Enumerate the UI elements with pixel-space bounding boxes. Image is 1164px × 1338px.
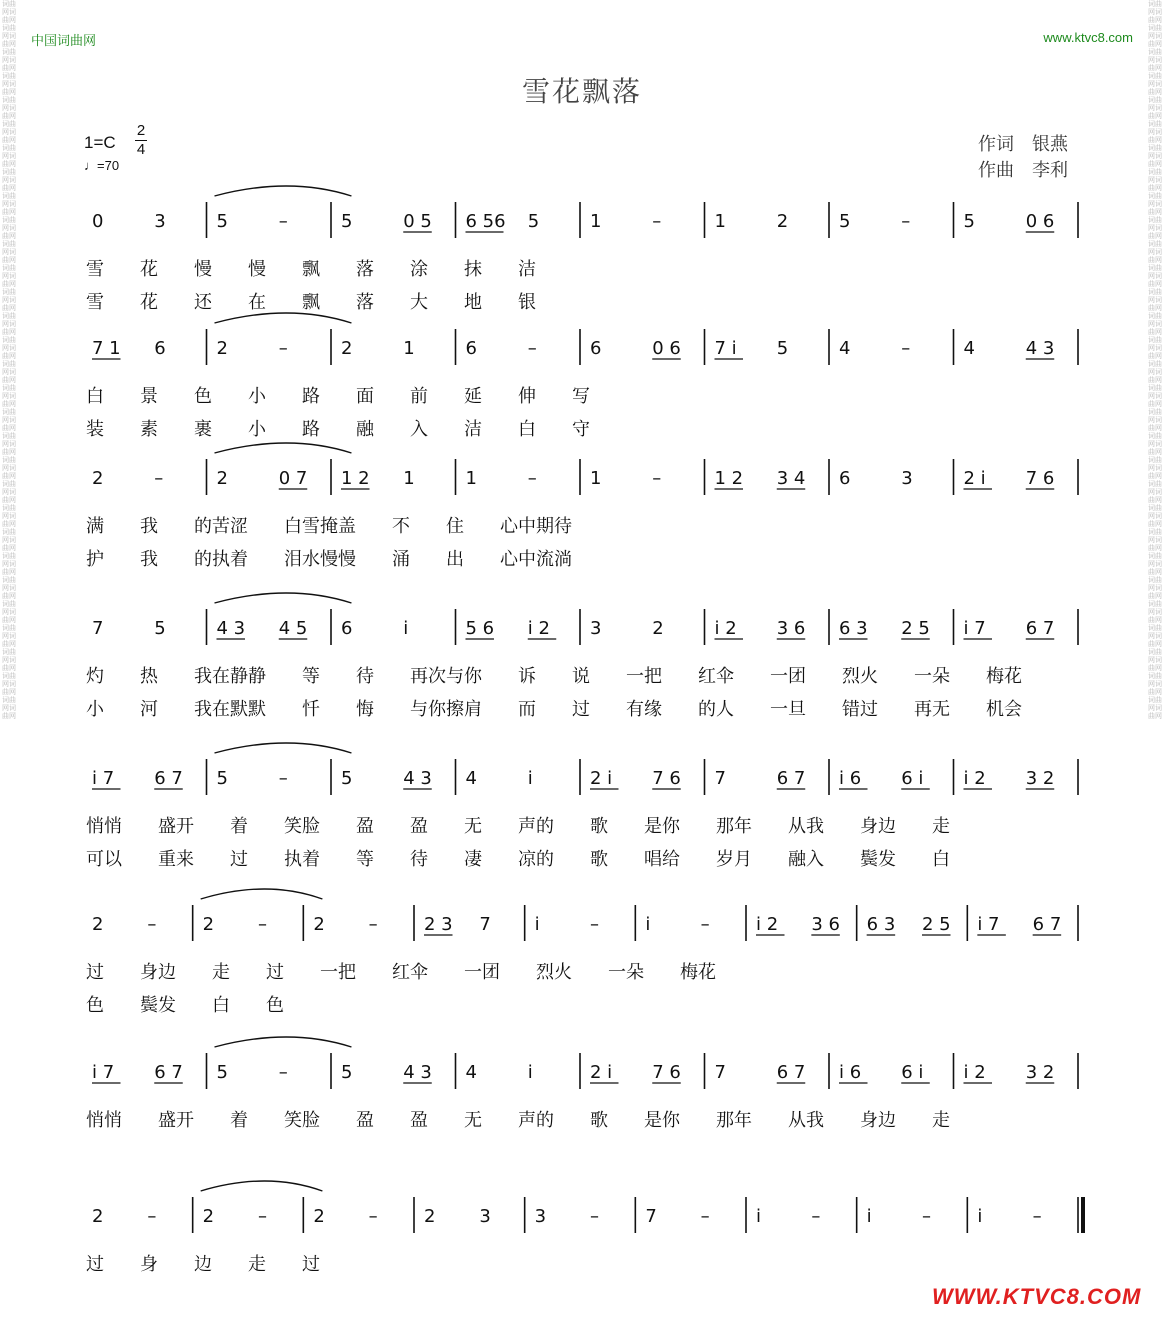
note-group: i: [534, 914, 540, 935]
note-group: 6: [154, 338, 166, 359]
note-group: 7: [479, 914, 491, 935]
note-group: 0 6: [652, 338, 681, 359]
note-group: 2: [92, 1206, 104, 1227]
note-group: –: [147, 1206, 157, 1227]
note-group: 6 7: [776, 768, 806, 789]
note-group: –: [147, 914, 157, 935]
note-group: 6: [341, 618, 353, 639]
note-group: 6 7: [1032, 914, 1062, 935]
note-group: –: [278, 1062, 288, 1083]
note-group: –: [590, 914, 599, 935]
note-group: 7 6: [652, 1062, 681, 1083]
note-group: 4 3: [1025, 338, 1055, 359]
lyric-line: 护 我 的执着 泪水慢慢 涌 出 心中流淌: [86, 549, 572, 570]
note-group: 4 3: [403, 1062, 432, 1083]
note-group: i 2: [963, 1062, 986, 1083]
lyric-line: 雪 花 慢 慢 飘 落 涂 抹 洁: [86, 259, 536, 280]
note-group: i 7: [963, 618, 986, 639]
note-group: 4 3: [216, 618, 246, 639]
note-group: 1: [590, 468, 602, 489]
lyric-line: 小 河 我在默默 忏 悔 与你擦肩 而 过 有缘 的人 一旦 错过 再无 机会: [86, 699, 1022, 720]
note-group: i 7: [92, 1062, 115, 1083]
note-group: i: [527, 768, 533, 789]
note-group: i 2: [714, 618, 737, 639]
note-group: 6 7: [1025, 618, 1055, 639]
note-group: 7: [714, 1062, 726, 1083]
note-group: –: [652, 468, 662, 489]
note-group: 6 7: [154, 768, 183, 789]
lyric-line: 悄悄 盛开 着 笑脸 盈 盈 无 声的 歌 是你 那年 从我 身边 走: [86, 1110, 950, 1131]
note-group: 1: [590, 211, 602, 232]
note-group: –: [368, 914, 378, 935]
slur: [201, 889, 323, 899]
note-group: 5: [341, 768, 353, 789]
note-group: 3: [534, 1206, 547, 1227]
song-title: 雪花飘落: [521, 75, 642, 108]
note-group: 1 2: [714, 468, 744, 489]
lyric-line: 满 我 的苦涩 白雪掩盖 不 住 心中期待: [86, 516, 572, 537]
note-group: 3 2: [1025, 768, 1055, 789]
note-group: –: [258, 914, 267, 935]
final-barline: [1081, 1197, 1085, 1233]
note-group: 7: [645, 1206, 657, 1227]
note-group: 0: [92, 211, 104, 232]
note-group: 2: [202, 914, 215, 935]
note-group: 6: [465, 338, 477, 359]
note-group: 2: [216, 468, 228, 489]
note-group: 5: [341, 211, 353, 232]
note-group: 5: [154, 618, 166, 639]
lyric-line: 过 身 边 走 过: [86, 1254, 320, 1275]
note-group: 2: [313, 1206, 325, 1227]
note-group: 2: [341, 338, 353, 359]
note-group: i: [977, 1206, 983, 1227]
note-group: 6 7: [776, 1062, 806, 1083]
note-group: 3 6: [811, 914, 840, 935]
note-group: 7 6: [1025, 468, 1055, 489]
note-group: –: [700, 1206, 710, 1227]
slur: [201, 1181, 323, 1191]
time-signature-top: 2: [136, 122, 146, 139]
note-group: 4: [465, 768, 477, 789]
note-group: 3: [479, 1206, 491, 1227]
note-group: 3 6: [776, 618, 806, 639]
note-group: 3: [901, 468, 913, 489]
note-group: 4: [465, 1062, 477, 1083]
note-group: i: [645, 914, 651, 935]
note-group: –: [590, 1206, 599, 1227]
note-group: –: [154, 468, 164, 489]
note-group: 6: [590, 338, 602, 359]
note-group: 2 5: [922, 914, 951, 935]
lyric-line: 装 素 裹 小 路 融 入 洁 白 守: [86, 419, 590, 440]
note-group: 2: [424, 1206, 436, 1227]
note-group: 5 6: [465, 618, 495, 639]
note-group: –: [368, 1206, 378, 1227]
note-group: 1: [403, 468, 415, 489]
note-group: –: [527, 468, 537, 489]
note-group: –: [901, 211, 911, 232]
note-group: 2 i: [590, 1062, 613, 1083]
note-group: i 6: [839, 768, 862, 789]
note-group: 2 5: [901, 618, 930, 639]
lyric-line: 雪 花 还 在 飘 落 大 地 银: [86, 292, 536, 313]
note-group: –: [922, 1206, 931, 1227]
note-group: 5: [963, 211, 975, 232]
note-group: i: [756, 1206, 762, 1227]
note-group: 3 2: [1025, 1062, 1055, 1083]
note-group: 7: [714, 768, 726, 789]
note-group: 5: [216, 1062, 228, 1083]
note-group: 5: [216, 768, 228, 789]
note-group: 0 6: [1025, 211, 1055, 232]
lyric-line: 灼 热 我在静静 等 待 再次与你 诉 说 一把 红伞 一团 烈火 一朵 梅花: [86, 666, 1022, 687]
composer-name: 李利: [1032, 160, 1068, 181]
slur: [215, 743, 352, 753]
slur: [215, 593, 352, 603]
note-group: i 2: [527, 618, 550, 639]
note-group: 7 6: [652, 768, 681, 789]
note-group: 6 7: [154, 1062, 183, 1083]
note-group: 4 3: [403, 768, 432, 789]
key-signature: 1=C: [84, 133, 116, 152]
note-group: 5: [216, 211, 228, 232]
note-group: 6: [839, 468, 851, 489]
note-group: 3: [590, 618, 602, 639]
note-group: 5: [776, 338, 789, 359]
note-group: –: [700, 914, 710, 935]
note-group: –: [1032, 1206, 1042, 1227]
slur: [215, 313, 352, 323]
lyric-line: 色 鬓发 白 色: [86, 995, 284, 1016]
slur: [215, 443, 352, 453]
note-group: i: [527, 1062, 533, 1083]
note-group: 1: [465, 468, 477, 489]
note-group: 6 3: [839, 618, 868, 639]
note-group: 6 3: [866, 914, 896, 935]
note-group: 2 i: [590, 768, 613, 789]
note-group: 7 i: [714, 338, 737, 359]
composer-role: 作曲: [978, 160, 1014, 181]
note-group: 6 i: [901, 1062, 924, 1083]
note-group: 4 5: [278, 618, 308, 639]
note-group: 2: [652, 618, 664, 639]
note-group: 5: [839, 211, 851, 232]
note-group: i 2: [756, 914, 779, 935]
slur: [215, 186, 352, 196]
quarter-note-icon: ♩: [84, 158, 97, 173]
note-group: 0 7: [278, 468, 308, 489]
note-group: 2: [92, 914, 104, 935]
note-group: 7: [92, 618, 104, 639]
lyric-line: 白 景 色 小 路 面 前 延 伸 写: [86, 386, 590, 407]
note-group: –: [278, 768, 288, 789]
tempo-value: =70: [97, 158, 120, 173]
lyric-line: 过 身边 走 过 一把 红伞 一团 烈火 一朵 梅花: [86, 962, 716, 983]
note-group: 6 i: [901, 768, 924, 789]
side-watermark-right: 词曲网词曲网词曲网词曲网词曲网词曲网词曲网词曲网词曲网词曲网词曲网词曲网词曲网词曲网词曲网词曲网词曲网词曲网词曲网词曲网词曲网词曲网词曲网词曲网词曲网词曲网词曲网词曲网词曲网词曲网词曲网词曲网词曲网词曲网词曲网词曲网词曲网词曲网词曲网词曲网词曲网词曲网词曲网词曲网词曲网词曲网词曲网词曲网词曲网词曲网词曲网词曲网词曲网词曲网词曲网词曲网词曲网词曲网词曲网词曲网: [1148, 0, 1162, 720]
note-group: 2 i: [963, 468, 986, 489]
note-group: 2: [202, 1206, 215, 1227]
note-group: –: [652, 211, 662, 232]
note-group: i 2: [963, 768, 986, 789]
site-watermark-right: www.ktvc8.com: [1043, 30, 1133, 45]
note-group: –: [527, 338, 537, 359]
time-signature-bottom: 4: [136, 141, 146, 158]
lyricist-name: 银燕: [1032, 134, 1068, 155]
note-group: i: [866, 1206, 872, 1227]
note-group: –: [901, 338, 911, 359]
note-group: 3 4: [776, 468, 806, 489]
note-group: 2: [216, 338, 228, 359]
note-group: i 7: [977, 914, 1000, 935]
note-group: 2: [313, 914, 325, 935]
note-group: 2: [776, 211, 789, 232]
footer-logo: WWW.KTVC8.COM: [932, 1284, 1142, 1309]
note-group: –: [811, 1206, 821, 1227]
note-group: i 6: [839, 1062, 862, 1083]
note-group: 1: [714, 211, 726, 232]
note-group: i 7: [92, 768, 115, 789]
note-group: 0 5: [403, 211, 432, 232]
note-group: 5: [341, 1062, 353, 1083]
note-group: 1: [403, 338, 415, 359]
note-group: 5: [527, 211, 540, 232]
note-group: 7 1: [92, 338, 121, 359]
note-group: –: [278, 211, 288, 232]
note-group: 4: [963, 338, 975, 359]
note-group: 2: [92, 468, 104, 489]
note-group: –: [258, 1206, 267, 1227]
note-group: 6 56: [465, 211, 506, 232]
note-group: 3: [154, 211, 166, 232]
note-group: –: [278, 338, 288, 359]
site-watermark-left: 中国词曲网: [31, 33, 97, 48]
note-group: i: [403, 618, 409, 639]
note-group: 1 2: [341, 468, 370, 489]
side-watermark-left: 词曲网词曲网词曲网词曲网词曲网词曲网词曲网词曲网词曲网词曲网词曲网词曲网词曲网词曲网词曲网词曲网词曲网词曲网词曲网词曲网词曲网词曲网词曲网词曲网词曲网词曲网词曲网词曲网词曲网词曲网词曲网词曲网词曲网词曲网词曲网词曲网词曲网词曲网词曲网词曲网词曲网词曲网词曲网词曲网词曲网词曲网词曲网词曲网词曲网词曲网词曲网词曲网词曲网词曲网词曲网词曲网词曲网词曲网词曲网词曲网: [2, 0, 16, 720]
lyricist-role: 作词: [978, 134, 1014, 155]
lyric-line: 悄悄 盛开 着 笑脸 盈 盈 无 声的 歌 是你 那年 从我 身边 走: [86, 816, 950, 837]
note-group: 4: [839, 338, 851, 359]
lyric-line: 可以 重来 过 执着 等 待 凄 凉的 歌 唱给 岁月 融入 鬓发 白: [86, 849, 950, 870]
note-group: 2 3: [424, 914, 453, 935]
slur: [215, 1037, 352, 1047]
